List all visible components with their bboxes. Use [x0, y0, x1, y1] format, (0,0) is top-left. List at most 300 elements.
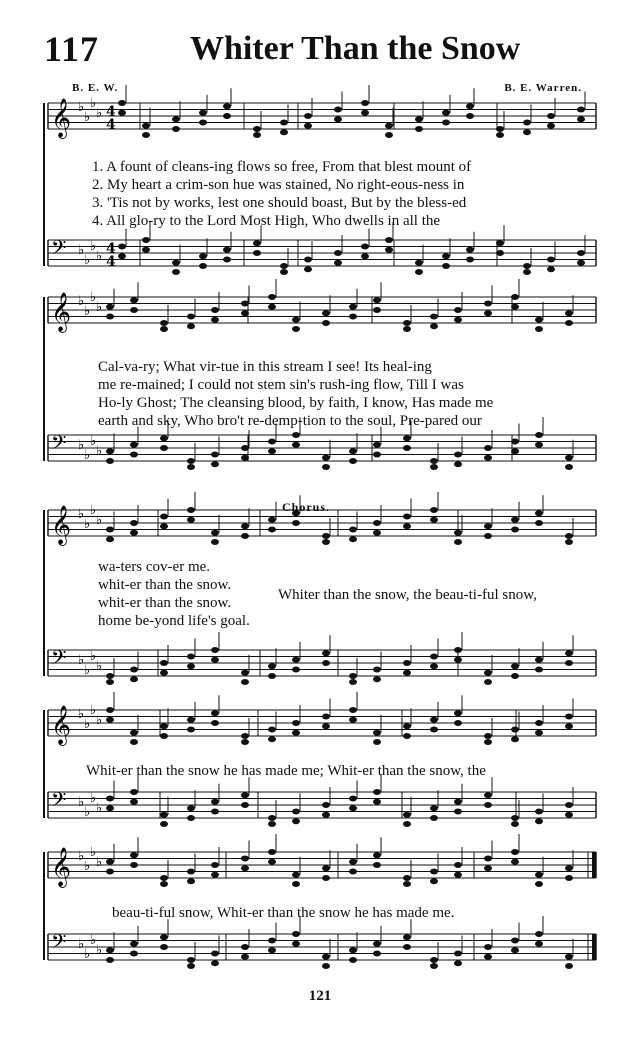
verse-4-line-1: 4. All glo-ry to the Lord Most High, Who dwells in all the: [92, 213, 441, 229]
note-head: [211, 530, 219, 536]
note-head: [577, 116, 585, 122]
note-head: [106, 796, 114, 802]
note-head: [547, 123, 555, 129]
note-head: [535, 931, 543, 937]
note-head: [577, 250, 585, 256]
note-head: [241, 739, 249, 745]
note-head: [106, 448, 114, 454]
note-head: [511, 821, 519, 827]
note-head: [322, 714, 330, 720]
note-head: [172, 126, 180, 132]
note-head: [292, 881, 300, 887]
page-number: 121: [308, 988, 332, 1004]
note-head: [349, 805, 357, 811]
note-head: [106, 679, 114, 685]
flat-icon: ♭: [78, 937, 85, 952]
note-head: [172, 260, 180, 266]
flat-icon: ♭: [78, 653, 85, 668]
note-head: [535, 317, 543, 323]
note-head: [241, 944, 249, 950]
note-head: [373, 951, 381, 957]
note-head: [130, 852, 138, 858]
note-head: [454, 317, 462, 323]
note-head: [268, 938, 276, 944]
flat-icon: ♭: [96, 513, 103, 528]
note-head: [130, 452, 138, 458]
note-head: [130, 530, 138, 536]
note-head: [187, 878, 195, 884]
note-head: [535, 872, 543, 878]
note-head: [496, 132, 504, 138]
note-head: [106, 859, 114, 865]
note-head: [160, 881, 168, 887]
note-head: [241, 733, 249, 739]
note-head: [511, 815, 519, 821]
note-head: [430, 805, 438, 811]
chorus-line-1: Whit-er than the snow he has made me; Whit-er than the snow, the: [86, 763, 486, 779]
note-head: [349, 304, 357, 310]
flat-icon: ♭: [84, 663, 91, 678]
note-head: [211, 317, 219, 323]
note-head: [160, 660, 168, 666]
bass-clef-icon: 𝄢: [51, 236, 67, 264]
verse-1-line-2: Cal-va-ry; What vir-tue in this stream I see! Its heal-ing: [98, 359, 432, 375]
note-head: [523, 269, 531, 275]
note-head: [106, 536, 114, 542]
note-head: [415, 116, 423, 122]
note-head: [118, 253, 126, 259]
note-head: [430, 654, 438, 660]
flat-icon: ♭: [90, 503, 97, 518]
flat-icon: ♭: [78, 243, 85, 258]
note-head: [268, 727, 276, 733]
note-head: [403, 934, 411, 940]
treble-clef-icon: 𝄞: [51, 705, 72, 745]
note-head: [268, 663, 276, 669]
note-head: [187, 727, 195, 733]
flat-icon: ♭: [90, 845, 97, 860]
note-head: [292, 667, 300, 673]
flat-icon: ♭: [90, 239, 97, 254]
note-head: [322, 954, 330, 960]
note-head: [430, 717, 438, 723]
note-head: [484, 865, 492, 871]
note-head: [106, 717, 114, 723]
note-head: [160, 326, 168, 332]
note-head: [211, 862, 219, 868]
note-head: [484, 533, 492, 539]
note-head: [118, 100, 126, 106]
note-head: [322, 310, 330, 316]
note-head: [466, 247, 474, 253]
note-head: [484, 523, 492, 529]
note-head: [415, 269, 423, 275]
note-head: [565, 660, 573, 666]
note-head: [349, 527, 357, 533]
note-head: [160, 812, 168, 818]
note-head: [403, 875, 411, 881]
flat-icon: ♭: [96, 444, 103, 459]
note-head: [454, 657, 462, 663]
note-head: [130, 442, 138, 448]
time-signature: 4: [106, 104, 116, 120]
verse-1-line-3: wa-ters cov-er me.: [98, 559, 211, 575]
note-head: [334, 250, 342, 256]
note-head: [535, 720, 543, 726]
note-head: [160, 821, 168, 827]
note-head: [172, 116, 180, 122]
note-head: [373, 862, 381, 868]
flat-icon: ♭: [96, 713, 103, 728]
note-head: [484, 670, 492, 676]
note-head: [535, 326, 543, 332]
note-head: [496, 240, 504, 246]
flat-icon: ♭: [84, 805, 91, 820]
note-head: [268, 947, 276, 953]
note-head: [292, 730, 300, 736]
note-head: [523, 120, 531, 126]
note-head: [403, 660, 411, 666]
flat-icon: ♭: [78, 438, 85, 453]
note-head: [454, 647, 462, 653]
note-head: [454, 960, 462, 966]
note-head: [253, 126, 261, 132]
note-head: [565, 539, 573, 545]
note-head: [466, 113, 474, 119]
note-head: [373, 941, 381, 947]
note-head: [535, 881, 543, 887]
note-head: [484, 445, 492, 451]
note-head: [430, 963, 438, 969]
note-head: [535, 510, 543, 516]
note-head: [349, 957, 357, 963]
note-head: [211, 539, 219, 545]
note-head: [160, 514, 168, 520]
note-head: [130, 520, 138, 526]
note-head: [403, 821, 411, 827]
note-head: [241, 856, 249, 862]
note-head: [361, 253, 369, 259]
note-head: [253, 240, 261, 246]
bass-clef-icon: 𝄢: [51, 431, 67, 459]
note-head: [130, 739, 138, 745]
note-head: [484, 856, 492, 862]
note-head: [304, 266, 312, 272]
note-head: [187, 314, 195, 320]
treble-clef-icon: 𝄞: [51, 292, 72, 332]
note-head: [241, 523, 249, 529]
flat-icon: ♭: [90, 649, 97, 664]
note-head: [268, 527, 276, 533]
note-head: [280, 263, 288, 269]
note-head: [511, 439, 519, 445]
note-head: [373, 442, 381, 448]
note-head: [535, 941, 543, 947]
note-head: [349, 717, 357, 723]
note-head: [511, 859, 519, 865]
verse-4-line-2: earth and sky, Who bro't re-demp-tion to the soul, Pre-pared our: [98, 413, 482, 429]
note-head: [454, 710, 462, 716]
treble-clef-icon: 𝄞: [51, 98, 72, 138]
note-head: [322, 455, 330, 461]
note-head: [211, 960, 219, 966]
note-head: [241, 865, 249, 871]
note-head: [484, 954, 492, 960]
note-head: [187, 517, 195, 523]
note-head: [187, 464, 195, 470]
note-head: [349, 673, 357, 679]
note-head: [292, 432, 300, 438]
time-signature: 4: [106, 254, 116, 270]
flat-icon: ♭: [78, 100, 85, 115]
note-head: [187, 717, 195, 723]
note-head: [334, 116, 342, 122]
verse-3-line-1: 3. 'Tis not by works, lest one should boast, But by the bless-ed: [92, 195, 467, 211]
note-head: [106, 805, 114, 811]
final-barline: [592, 934, 596, 960]
note-head: [454, 461, 462, 467]
note-head: [268, 859, 276, 865]
note-head: [187, 458, 195, 464]
note-head: [403, 881, 411, 887]
note-head: [415, 126, 423, 132]
note-head: [373, 520, 381, 526]
note-head: [322, 539, 330, 545]
note-head: [577, 107, 585, 113]
note-head: [187, 654, 195, 660]
note-head: [454, 809, 462, 815]
note-head: [211, 461, 219, 467]
bass-clef-icon: 𝄢: [51, 930, 67, 958]
note-head: [349, 869, 357, 875]
music-credit: B. E. Warren.: [504, 82, 582, 94]
note-head: [484, 679, 492, 685]
note-head: [373, 676, 381, 682]
flat-icon: ♭: [96, 943, 103, 958]
verse-2-line-1: 2. My heart a crim-son hue was stained, No right-eous-ness in: [92, 177, 465, 193]
treble-clef-icon: 𝄞: [51, 847, 72, 887]
note-head: [511, 294, 519, 300]
note-head: [130, 297, 138, 303]
note-head: [268, 821, 276, 827]
note-head: [361, 244, 369, 250]
flat-icon: ♭: [90, 434, 97, 449]
note-head: [496, 126, 504, 132]
note-head: [511, 304, 519, 310]
note-head: [211, 720, 219, 726]
note-head: [523, 129, 531, 135]
note-head: [280, 129, 288, 135]
note-head: [106, 957, 114, 963]
note-head: [211, 809, 219, 815]
note-head: [268, 673, 276, 679]
note-head: [304, 257, 312, 263]
note-head: [403, 320, 411, 326]
note-head: [322, 723, 330, 729]
note-head: [349, 707, 357, 713]
flat-icon: ♭: [84, 859, 91, 874]
note-head: [403, 944, 411, 950]
note-head: [292, 442, 300, 448]
note-head: [130, 951, 138, 957]
note-head: [385, 247, 393, 253]
note-head: [160, 445, 168, 451]
note-head: [565, 865, 573, 871]
note-head: [106, 304, 114, 310]
flat-icon: ♭: [90, 933, 97, 948]
final-barline: [592, 852, 596, 878]
note-head: [268, 448, 276, 454]
flat-icon: ♭: [84, 304, 91, 319]
note-head: [454, 799, 462, 805]
note-head: [442, 110, 450, 116]
note-head: [187, 869, 195, 875]
note-head: [430, 869, 438, 875]
note-head: [349, 458, 357, 464]
note-head: [211, 710, 219, 716]
flat-icon: ♭: [90, 703, 97, 718]
note-head: [535, 442, 543, 448]
flat-icon: ♭: [96, 300, 103, 315]
note-head: [211, 951, 219, 957]
note-head: [118, 244, 126, 250]
note-head: [349, 679, 357, 685]
note-head: [187, 815, 195, 821]
note-head: [484, 792, 492, 798]
hymn-title: Whiter Than the Snow: [190, 30, 521, 67]
note-head: [430, 663, 438, 669]
note-head: [523, 263, 531, 269]
flat-icon: ♭: [90, 96, 97, 111]
verse-3-line-3: whit-er than the snow.: [98, 595, 232, 611]
note-head: [565, 650, 573, 656]
note-head: [160, 944, 168, 950]
note-head: [535, 667, 543, 673]
note-head: [292, 941, 300, 947]
note-head: [403, 514, 411, 520]
note-head: [292, 872, 300, 878]
note-head: [268, 294, 276, 300]
note-head: [241, 455, 249, 461]
note-head: [385, 123, 393, 129]
note-head: [511, 938, 519, 944]
note-head: [535, 730, 543, 736]
note-head: [403, 723, 411, 729]
note-head: [430, 727, 438, 733]
note-head: [535, 657, 543, 663]
note-head: [484, 944, 492, 950]
note-head: [430, 323, 438, 329]
note-head: [322, 875, 330, 881]
note-head: [118, 110, 126, 116]
note-head: [511, 448, 519, 454]
note-head: [547, 266, 555, 272]
note-head: [241, 679, 249, 685]
note-head: [430, 957, 438, 963]
note-head: [292, 818, 300, 824]
flat-icon: ♭: [96, 855, 103, 870]
flat-icon: ♭: [84, 253, 91, 268]
note-head: [430, 878, 438, 884]
note-head: [268, 849, 276, 855]
note-head: [496, 250, 504, 256]
note-head: [199, 253, 207, 259]
verse-2-line-2: me re-mained; I could not stem sin's rush-ing flow, Till I was: [98, 377, 464, 393]
flat-icon: ♭: [78, 507, 85, 522]
note-head: [268, 815, 276, 821]
flat-icon: ♭: [96, 801, 103, 816]
note-head: [322, 533, 330, 539]
note-head: [160, 733, 168, 739]
note-head: [241, 301, 249, 307]
note-head: [535, 520, 543, 526]
note-head: [334, 260, 342, 266]
note-head: [241, 670, 249, 676]
note-head: [373, 730, 381, 736]
note-head: [106, 869, 114, 875]
note-head: [160, 523, 168, 529]
note-head: [361, 100, 369, 106]
note-head: [142, 123, 150, 129]
note-head: [565, 954, 573, 960]
note-head: [454, 307, 462, 313]
note-head: [511, 517, 519, 523]
note-head: [142, 132, 150, 138]
flat-icon: ♭: [96, 249, 103, 264]
note-head: [454, 872, 462, 878]
chorus-label: Chorus.: [282, 500, 331, 514]
note-head: [442, 120, 450, 126]
verse-3-line-2: Ho-ly Ghost; The cleansing blood, by faith, I know, Has made me: [98, 395, 494, 411]
flat-icon: ♭: [78, 849, 85, 864]
flat-icon: ♭: [78, 294, 85, 309]
chorus-line-2: beau-ti-ful snow, Whit-er than the snow he has made me.: [112, 905, 455, 921]
note-head: [415, 260, 423, 266]
note-head: [160, 934, 168, 940]
note-head: [292, 520, 300, 526]
note-head: [484, 455, 492, 461]
note-head: [565, 714, 573, 720]
note-head: [187, 663, 195, 669]
chorus-first-line: Whiter than the snow, the beau-ti-ful snow,: [278, 587, 537, 603]
note-head: [322, 812, 330, 818]
note-head: [334, 107, 342, 113]
note-head: [160, 723, 168, 729]
note-head: [211, 452, 219, 458]
note-head: [385, 132, 393, 138]
note-head: [292, 931, 300, 937]
note-head: [304, 123, 312, 129]
words-credit: B. E. W.: [72, 82, 119, 94]
note-head: [292, 720, 300, 726]
note-head: [454, 862, 462, 868]
note-head: [373, 452, 381, 458]
note-head: [403, 670, 411, 676]
note-head: [484, 733, 492, 739]
note-head: [511, 527, 519, 533]
note-head: [385, 237, 393, 243]
note-head: [322, 660, 330, 666]
note-head: [187, 805, 195, 811]
note-head: [511, 663, 519, 669]
verse-1-line-1: 1. A fount of cleans-ing flows so free, From that blest mount of: [92, 159, 472, 175]
flat-icon: ♭: [84, 110, 91, 125]
note-head: [565, 812, 573, 818]
note-head: [130, 941, 138, 947]
flat-icon: ♭: [96, 659, 103, 674]
flat-icon: ♭: [78, 707, 85, 722]
flat-icon: ♭: [84, 947, 91, 962]
